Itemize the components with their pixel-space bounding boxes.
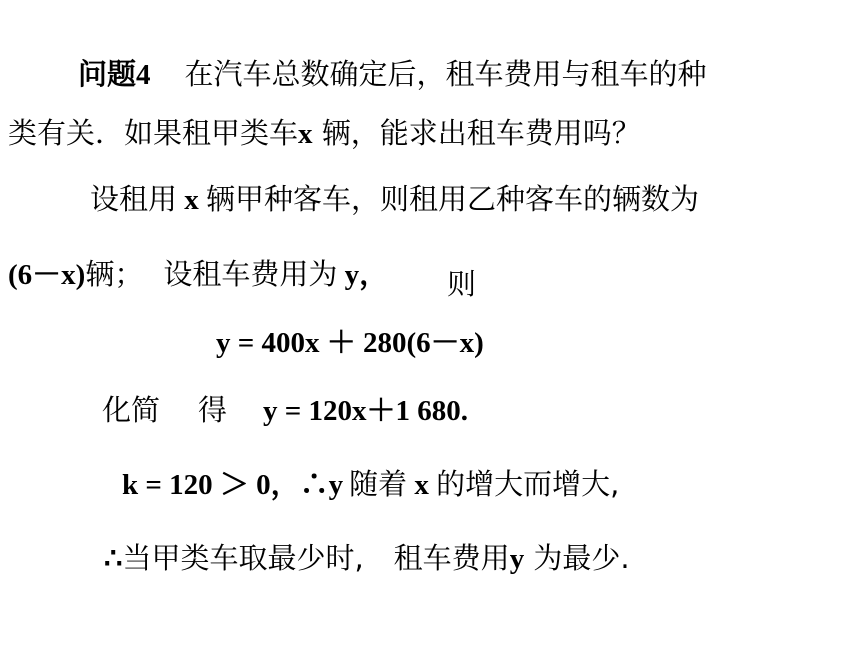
conclusion-var-y: y xyxy=(509,543,525,575)
slope-line xyxy=(122,466,619,503)
slope-var-x: x xyxy=(407,469,437,501)
problem-text-1: 在汽车总数确定后，租车费用与租车的种 xyxy=(184,57,707,91)
problem-line-2 xyxy=(8,115,641,152)
setup-then: 则 xyxy=(447,267,477,301)
problem-var-x: x xyxy=(298,118,313,150)
problem-text-2b: 辆，能求出租车费用吗？ xyxy=(312,116,641,150)
conclusion-line xyxy=(104,540,630,577)
simplify-line xyxy=(102,392,468,429)
slope-text-a: 随着 xyxy=(349,467,408,501)
slope-text-b: 的增大而增大, xyxy=(436,467,620,501)
conclusion-text-c: 为最少. xyxy=(524,541,630,575)
conclusion-text-b: 租车费用 xyxy=(393,541,510,575)
setup-line-2 xyxy=(8,256,388,293)
setup-text-1b: 辆甲种客车，则租用乙种客车的辆数为 xyxy=(206,182,700,216)
problem-text-2a: 类有关．如果租甲类车 xyxy=(8,116,299,150)
equation-line: y = 400x ＋ 280(6－x) xyxy=(216,327,484,359)
simplify-de: 得 xyxy=(198,393,228,427)
conclusion-text-a: 当甲类车取最少时, xyxy=(122,541,364,575)
setup-var-y: y， xyxy=(337,259,389,291)
therefore-symbol: ∴ xyxy=(104,543,123,575)
problem-label: 问题4 xyxy=(78,59,151,91)
slope-expr: k = 120 ＞ 0，∴y xyxy=(122,469,344,501)
simplify-expr: y = 120x＋1 680. xyxy=(263,395,469,427)
setup-text-1a: 设租用 xyxy=(90,182,178,216)
setup-line-1 xyxy=(90,181,699,218)
setup-text-2a: 辆； xyxy=(85,257,144,291)
simplify-label: 化简 xyxy=(102,393,161,427)
problem-line-1 xyxy=(78,56,707,93)
setup-expr: (6－x) xyxy=(8,259,86,291)
setup-var-x: x xyxy=(177,184,207,216)
setup-text-2b: 设租车费用为 xyxy=(163,257,338,291)
